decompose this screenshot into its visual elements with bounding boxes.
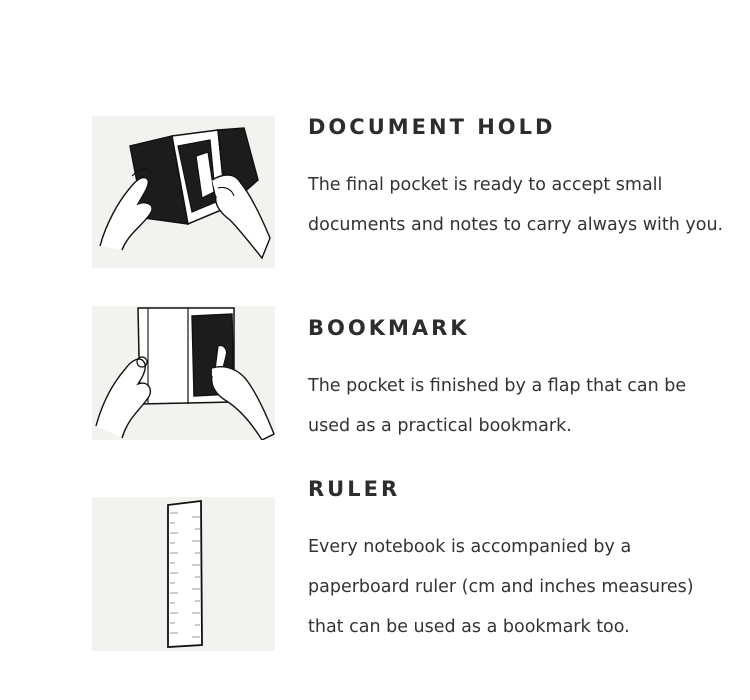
ruler-illustration [92,497,275,651]
hands-holding-notebook-flap-icon [92,306,275,440]
feature-title: RULER [308,477,401,501]
bookmark-illustration [92,306,275,440]
feature-description: Every notebook is accompanied by a paperboard ruler (cm and inches measures) that can be used as a bookmark too. [308,537,694,637]
document-hold-illustration [92,116,275,268]
feature-description: The pocket is finished by a flap that can be used as a practical bookmark. [308,376,687,436]
feature-title: BOOKMARK [308,316,470,340]
hands-holding-open-notebook-pocket-icon [92,116,275,268]
feature-title: DOCUMENT HOLD [308,115,556,139]
feature-description: The final pocket is ready to accept small documents and notes to carry always with you. [308,175,724,235]
ruler-icon [92,497,275,651]
